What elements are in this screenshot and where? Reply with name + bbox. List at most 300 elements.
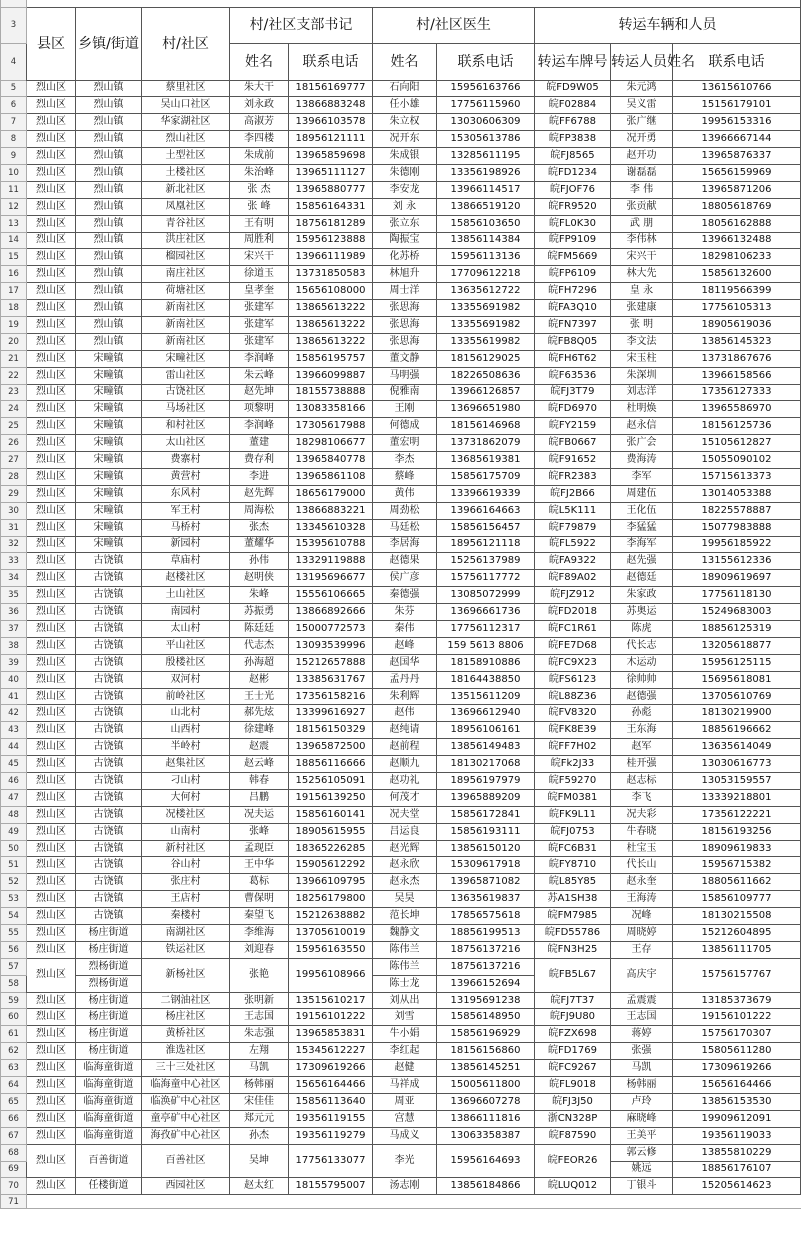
cell-town: 临海童街道 <box>76 1077 142 1094</box>
cell-staff-phone: 19156101222 <box>673 1009 801 1026</box>
cell-staff-phone: 18156125736 <box>673 418 801 435</box>
cell-doctor-name: 张思海 <box>373 300 437 317</box>
cell-staff-name: 李海军 <box>611 536 673 553</box>
table-row <box>1 148 801 165</box>
cell-village: 烈山社区 <box>142 131 230 148</box>
cell-secretary-phone: 18156169777 <box>289 80 373 97</box>
cell-secretary-phone: 18956121111 <box>289 131 373 148</box>
cell-secretary-phone: 17756133077 <box>289 1144 373 1178</box>
cell-village: 黄营村 <box>142 468 230 485</box>
cell-secretary-name: 赵太红 <box>230 1178 289 1195</box>
cell-plate: 皖F79879 <box>535 519 611 536</box>
cell-plate: 皖FJ8565 <box>535 148 611 165</box>
cell-doctor-phone: 13085072999 <box>437 587 535 604</box>
row-number: 6 <box>1 97 27 114</box>
cell-staff-name: 赵开功 <box>611 148 673 165</box>
cell-secretary-name: 吕鹏 <box>230 789 289 806</box>
row-number: 47 <box>1 789 27 806</box>
cell-village: 新北社区 <box>142 181 230 198</box>
cell-county: 烈山区 <box>27 840 76 857</box>
cell-plate: 皖FJZ912 <box>535 587 611 604</box>
cell-county: 烈山区 <box>27 148 76 165</box>
cell-secretary-name: 董耀华 <box>230 536 289 553</box>
cell-village: 谷山村 <box>142 857 230 874</box>
cell-secretary-phone: 18656179000 <box>289 485 373 502</box>
cell-staff-phone: 13855810229 <box>673 1144 801 1161</box>
cell-doctor-name: 李红起 <box>373 1043 437 1060</box>
cell-staff-phone: 18119566399 <box>673 283 801 300</box>
cell-doctor-name: 况开东 <box>373 131 437 148</box>
cell-county: 烈山区 <box>27 131 76 148</box>
cell-doctor-phone: 13030606309 <box>437 114 535 131</box>
cell-county: 烈山区 <box>27 198 76 215</box>
row-number: 42 <box>1 705 27 722</box>
cell-doctor-name: 赵德果 <box>373 553 437 570</box>
cell-doctor-name: 石向阳 <box>373 80 437 97</box>
cell-staff-phone: 15805611280 <box>673 1043 801 1060</box>
header-plate: 转运车牌号 <box>535 43 611 80</box>
cell-staff-phone: 18056162888 <box>673 215 801 232</box>
cell-doctor-phone: 13685619381 <box>437 452 535 469</box>
cell-secretary-name: 皇孝奎 <box>230 283 289 300</box>
cell-secretary-phone: 15656164466 <box>289 1077 373 1094</box>
cell-plate: 皖FM5669 <box>535 249 611 266</box>
cell-staff-name: 宋兴干 <box>611 249 673 266</box>
cell-plate: 皖FJ2B66 <box>535 485 611 502</box>
cell-town: 宋疃镇 <box>76 350 142 367</box>
table-row <box>1 1093 801 1110</box>
cell-secretary-phone: 13965859698 <box>289 148 373 165</box>
row-number: 5 <box>1 80 27 97</box>
row-number: 34 <box>1 570 27 587</box>
cell-secretary-name: 宋佳佳 <box>230 1093 289 1110</box>
cell-county: 烈山区 <box>27 333 76 350</box>
cell-staff-phone: 17756118130 <box>673 587 801 604</box>
cell-plate: 皖FL0K30 <box>535 215 611 232</box>
cell-staff-phone: 15656159969 <box>673 164 801 181</box>
cell-plate: 皖F02884 <box>535 97 611 114</box>
cell-village: 雷山社区 <box>142 367 230 384</box>
cell-secretary-name: 吴坤 <box>230 1144 289 1178</box>
cell-plate: 皖FD1234 <box>535 164 611 181</box>
cell-staff-name: 武 朋 <box>611 215 673 232</box>
cell-secretary-name: 张建军 <box>230 316 289 333</box>
cell-secretary-phone: 13731850583 <box>289 266 373 283</box>
cell-village: 王店村 <box>142 891 230 908</box>
row-number: 54 <box>1 908 27 925</box>
cell-town: 古饶镇 <box>76 823 142 840</box>
cell-staff-phone: 13053159557 <box>673 773 801 790</box>
table-row <box>1 485 801 502</box>
cell-staff-phone: 18130215508 <box>673 908 801 925</box>
cell-secretary-name: 李四楼 <box>230 131 289 148</box>
cell-county: 烈山区 <box>27 705 76 722</box>
cell-doctor-phone: 13966152694 <box>437 975 535 992</box>
cell-village: 宋疃社区 <box>142 350 230 367</box>
cell-plate: 皖FJ0753 <box>535 823 611 840</box>
cell-county: 烈山区 <box>27 1093 76 1110</box>
cell-secretary-name: 苏振勇 <box>230 604 289 621</box>
cell-plate: 皖FR9520 <box>535 198 611 215</box>
cell-doctor-name: 马廷松 <box>373 519 437 536</box>
cell-secretary-name: 马凯 <box>230 1060 289 1077</box>
cell-doctor-phone: 13966126857 <box>437 384 535 401</box>
cell-village: 马场社区 <box>142 401 230 418</box>
cell-plate: 皖L5K111 <box>535 502 611 519</box>
cell-secretary-name: 张建军 <box>230 300 289 317</box>
cell-doctor-name: 林旭升 <box>373 266 437 283</box>
cell-doctor-name: 魏静文 <box>373 925 437 942</box>
row-number: 51 <box>1 857 27 874</box>
cell-village: 淮选社区 <box>142 1043 230 1060</box>
cell-doctor-phone: 13856150120 <box>437 840 535 857</box>
header-secretary-name: 姓名 <box>230 43 289 80</box>
header-staff-phone: 联系电话 <box>673 43 801 80</box>
table-row <box>1 756 801 773</box>
cell-doctor-phone: 13635612722 <box>437 283 535 300</box>
cell-doctor-phone: 17856575618 <box>437 908 535 925</box>
cell-doctor-phone: 18956197979 <box>437 773 535 790</box>
cell-secretary-phone: 13083358166 <box>289 401 373 418</box>
cell-plate: 皖FC6B31 <box>535 840 611 857</box>
cell-county: 烈山区 <box>27 1127 76 1144</box>
cell-plate: 皖FZX698 <box>535 1026 611 1043</box>
cell-secretary-phone: 13093539996 <box>289 637 373 654</box>
cell-staff-phone: 15077983888 <box>673 519 801 536</box>
cell-doctor-phone: 15856148950 <box>437 1009 535 1026</box>
cell-staff-name: 牛春晓 <box>611 823 673 840</box>
cell-county: 烈山区 <box>27 1043 76 1060</box>
cell-staff-phone: 15856132600 <box>673 266 801 283</box>
cell-staff-name: 陈虎 <box>611 621 673 638</box>
cell-town: 烈山镇 <box>76 198 142 215</box>
cell-doctor-name: 赵国华 <box>373 654 437 671</box>
cell-doctor-phone: 15956163766 <box>437 80 535 97</box>
cell-doctor-name: 何茂才 <box>373 789 437 806</box>
cell-village: 秦楼村 <box>142 908 230 925</box>
cell-secretary-phone: 18298106677 <box>289 435 373 452</box>
cell-doctor-phone: 13355691982 <box>437 300 535 317</box>
cell-staff-phone: 18225578887 <box>673 502 801 519</box>
cell-doctor-phone: 159 5613 8806 <box>437 637 535 654</box>
table-row <box>1 1077 801 1094</box>
cell-village: 百善社区 <box>142 1144 230 1178</box>
cell-plate: 皖FV8320 <box>535 705 611 722</box>
cell-staff-name: 李文法 <box>611 333 673 350</box>
cell-secretary-phone: 13966109795 <box>289 874 373 891</box>
cell-village: 榴园社区 <box>142 249 230 266</box>
cell-secretary-phone: 18365226285 <box>289 840 373 857</box>
cell-plate: 皖FM0381 <box>535 789 611 806</box>
cell-staff-phone: 18130219900 <box>673 705 801 722</box>
cell-secretary-phone: 18256179800 <box>289 891 373 908</box>
cell-secretary-phone: 13705610019 <box>289 925 373 942</box>
cell-town: 宋疃镇 <box>76 468 142 485</box>
cell-village: 吴山口社区 <box>142 97 230 114</box>
cell-town: 杨庄街道 <box>76 1026 142 1043</box>
cell-secretary-name: 赵明侠 <box>230 570 289 587</box>
cell-plate: 皖FY2159 <box>535 418 611 435</box>
cell-staff-name: 马凯 <box>611 1060 673 1077</box>
cell-county: 烈山区 <box>27 519 76 536</box>
header-doctor-group: 村/社区医生 <box>373 7 535 43</box>
cell-staff-name: 况夫彩 <box>611 806 673 823</box>
cell-doctor-phone: 15956164693 <box>437 1144 535 1178</box>
table-row <box>1 722 801 739</box>
cell-plate: 皖FEOR26 <box>535 1144 611 1178</box>
row-number: 3 <box>1 7 27 43</box>
cell-doctor-phone: 17756112317 <box>437 621 535 638</box>
cell-secretary-phone: 15656108000 <box>289 283 373 300</box>
cell-secretary-name: 赵云峰 <box>230 756 289 773</box>
cell-staff-phone: 19956153316 <box>673 114 801 131</box>
cell-staff-name: 代长山 <box>611 857 673 874</box>
row-number: 56 <box>1 941 27 958</box>
cell-doctor-phone: 13355691982 <box>437 316 535 333</box>
cell-doctor-phone: 13355619982 <box>437 333 535 350</box>
row-number: 26 <box>1 435 27 452</box>
cell-town: 宋疃镇 <box>76 485 142 502</box>
row-number: 18 <box>1 300 27 317</box>
cell-staff-phone: 13615610766 <box>673 80 801 97</box>
cell-county: 烈山区 <box>27 401 76 418</box>
row-number: 32 <box>1 536 27 553</box>
cell-village: 前岭社区 <box>142 688 230 705</box>
cell-staff-name: 木运动 <box>611 654 673 671</box>
cell-doctor-phone: 18756137216 <box>437 958 535 975</box>
header-transport-group: 转运车辆和人员 <box>535 7 801 43</box>
cell-town: 杨庄街道 <box>76 925 142 942</box>
row-number: 31 <box>1 519 27 536</box>
cell-county: 烈山区 <box>27 587 76 604</box>
cell-doctor-name: 吴昊 <box>373 891 437 908</box>
cell-staff-name: 赵永奎 <box>611 874 673 891</box>
table-row <box>1 384 801 401</box>
cell-doctor-name: 秦德强 <box>373 587 437 604</box>
cell-secretary-name: 曹保明 <box>230 891 289 908</box>
cell-staff-name: 刘志洋 <box>611 384 673 401</box>
table-row <box>1 604 801 621</box>
row-number: 24 <box>1 401 27 418</box>
cell-doctor-name: 孟丹丹 <box>373 671 437 688</box>
cell-secretary-phone: 13399616927 <box>289 705 373 722</box>
cell-doctor-phone: 15956113136 <box>437 249 535 266</box>
cell-doctor-name: 赵健 <box>373 1060 437 1077</box>
cell-county: 烈山区 <box>27 1026 76 1043</box>
cell-staff-name: 朱家政 <box>611 587 673 604</box>
cell-staff-name: 丁银斗 <box>611 1178 673 1195</box>
cell-town: 古饶镇 <box>76 840 142 857</box>
cell-doctor-name: 陈伟兰 <box>373 958 437 975</box>
cell-staff-phone: 15156179101 <box>673 97 801 114</box>
cell-doctor-phone: 15309617918 <box>437 857 535 874</box>
row-number: 17 <box>1 283 27 300</box>
cell-secretary-name: 张杰 <box>230 519 289 536</box>
cell-plate: 皖FD9W05 <box>535 80 611 97</box>
cell-plate: 皖FD1769 <box>535 1043 611 1060</box>
cell-town: 临海童街道 <box>76 1110 142 1127</box>
table-row <box>1 97 801 114</box>
cell-staff-phone: 18805618769 <box>673 198 801 215</box>
cell-village: 三十三处社区 <box>142 1060 230 1077</box>
cell-doctor-name: 张思海 <box>373 316 437 333</box>
cell-secretary-name: 李润峰 <box>230 350 289 367</box>
table-row <box>1 773 801 790</box>
cell-secretary-name: 项黎明 <box>230 401 289 418</box>
cell-secretary-name: 费存利 <box>230 452 289 469</box>
table-row <box>1 316 801 333</box>
row-number: 40 <box>1 671 27 688</box>
cell-doctor-phone: 13515611209 <box>437 688 535 705</box>
cell-staff-phone: 15956125115 <box>673 654 801 671</box>
row-number: 65 <box>1 1093 27 1110</box>
table-row <box>1 671 801 688</box>
row-number: 55 <box>1 925 27 942</box>
cell-village: 半岭村 <box>142 739 230 756</box>
table-row <box>1 654 801 671</box>
cell-doctor-name: 赵顺九 <box>373 756 437 773</box>
cell-village: 新南社区 <box>142 316 230 333</box>
cell-plate: 皖FR2383 <box>535 468 611 485</box>
row-number: 50 <box>1 840 27 857</box>
cell-doctor-phone: 15256137989 <box>437 553 535 570</box>
cell-doctor-phone: 13696661736 <box>437 604 535 621</box>
cell-doctor-phone: 13856145251 <box>437 1060 535 1077</box>
cell-staff-name: 王化伍 <box>611 502 673 519</box>
cell-town: 古饶镇 <box>76 587 142 604</box>
cell-secretary-name: 张 峰 <box>230 198 289 215</box>
cell-village: 童亭矿中心社区 <box>142 1110 230 1127</box>
cell-secretary-name: 周胜利 <box>230 232 289 249</box>
cell-village: 双河村 <box>142 671 230 688</box>
cell-plate: 皖F59270 <box>535 773 611 790</box>
cell-village: 山南村 <box>142 823 230 840</box>
row-number: 23 <box>1 384 27 401</box>
cell-secretary-phone: 13965872500 <box>289 739 373 756</box>
cell-doctor-name: 刘 永 <box>373 198 437 215</box>
cell-town: 烈山镇 <box>76 215 142 232</box>
cell-doctor-name: 赵光辉 <box>373 840 437 857</box>
row-number: 41 <box>1 688 27 705</box>
cell-staff-name: 费海涛 <box>611 452 673 469</box>
cell-village: 华家湖社区 <box>142 114 230 131</box>
cell-doctor-phone: 15856172841 <box>437 806 535 823</box>
cell-town: 杨庄街道 <box>76 992 142 1009</box>
cell-plate: 皖FF6788 <box>535 114 611 131</box>
cell-village: 杨庄社区 <box>142 1009 230 1026</box>
cell-secretary-name: 朱志强 <box>230 1026 289 1043</box>
cell-staff-phone: 17356122221 <box>673 806 801 823</box>
table-row <box>1 874 801 891</box>
cell-town: 烈山镇 <box>76 333 142 350</box>
cell-staff-phone: 13185373679 <box>673 992 801 1009</box>
cell-secretary-phone: 17309619266 <box>289 1060 373 1077</box>
cell-village: 铁运社区 <box>142 941 230 958</box>
cell-town: 临海童街道 <box>76 1127 142 1144</box>
cell-staff-name: 赵军 <box>611 739 673 756</box>
cell-secretary-phone: 13965880777 <box>289 181 373 198</box>
cell-town: 宋疃镇 <box>76 418 142 435</box>
cell-town: 临海童街道 <box>76 1093 142 1110</box>
cell-staff-name: 皇 永 <box>611 283 673 300</box>
table-row <box>1 401 801 418</box>
cell-secretary-name: 王中华 <box>230 857 289 874</box>
table-row <box>1 806 801 823</box>
cell-town: 宋疃镇 <box>76 384 142 401</box>
cell-village: 军王村 <box>142 502 230 519</box>
cell-doctor-name: 张立东 <box>373 215 437 232</box>
header-doctor-phone: 联系电话 <box>437 43 535 80</box>
cell-village: 海孜矿中心社区 <box>142 1127 230 1144</box>
cell-village: 南湖社区 <box>142 925 230 942</box>
cell-village: 新南社区 <box>142 300 230 317</box>
row-number: 67 <box>1 1127 27 1144</box>
row-number: 44 <box>1 739 27 756</box>
cell-plate: 皖FH7296 <box>535 283 611 300</box>
cell-doctor-name: 朱德刚 <box>373 164 437 181</box>
cell-doctor-phone: 15305613786 <box>437 131 535 148</box>
cell-secretary-phone: 15000772573 <box>289 621 373 638</box>
table-body <box>1 0 801 1209</box>
table-row <box>1 688 801 705</box>
cell-county: 烈山区 <box>27 1178 76 1195</box>
cell-secretary-name: 周海松 <box>230 502 289 519</box>
cell-doctor-name: 马成义 <box>373 1127 437 1144</box>
cell-staff-phone: 13635614049 <box>673 739 801 756</box>
cell-doctor-phone: 18156156860 <box>437 1043 535 1060</box>
cell-county: 烈山区 <box>27 232 76 249</box>
cell-town: 宋疃镇 <box>76 401 142 418</box>
cell-village: 草庙村 <box>142 553 230 570</box>
table-row <box>1 1043 801 1060</box>
cell-secretary-phone: 13965840778 <box>289 452 373 469</box>
table-row <box>1 891 801 908</box>
cell-plate: 苏A1SH38 <box>535 891 611 908</box>
cell-village: 山北村 <box>142 705 230 722</box>
cell-doctor-phone: 13965889209 <box>437 789 535 806</box>
cell-plate: 皖FB0667 <box>535 435 611 452</box>
cell-secretary-phone: 13345610328 <box>289 519 373 536</box>
cell-town: 古饶镇 <box>76 806 142 823</box>
cell-secretary-name: 况夫运 <box>230 806 289 823</box>
cell-staff-name: 王海涛 <box>611 891 673 908</box>
cell-town: 古饶镇 <box>76 654 142 671</box>
table-row <box>1 249 801 266</box>
cell-secretary-name: 宋兴干 <box>230 249 289 266</box>
cell-village: 赵楼社区 <box>142 570 230 587</box>
cell-secretary-name: 朱大干 <box>230 80 289 97</box>
row-number: 71 <box>1 1195 27 1209</box>
table-row <box>1 925 801 942</box>
cell-town: 烈山镇 <box>76 181 142 198</box>
cell-town: 临海童街道 <box>76 1060 142 1077</box>
cell-doctor-phone: 13965871082 <box>437 874 535 891</box>
row-number: 22 <box>1 367 27 384</box>
cell-staff-name: 赵永信 <box>611 418 673 435</box>
row-number: 70 <box>1 1178 27 1195</box>
row-number: 36 <box>1 604 27 621</box>
cell-doctor-phone: 13856114384 <box>437 232 535 249</box>
table-row <box>1 553 801 570</box>
cell-plate: 皖FA3Q10 <box>535 300 611 317</box>
row-number: 27 <box>1 452 27 469</box>
cell-town: 古饶镇 <box>76 570 142 587</box>
cell-town: 烈山镇 <box>76 114 142 131</box>
cell-town: 宋疃镇 <box>76 536 142 553</box>
cell-doctor-name: 朱成银 <box>373 148 437 165</box>
cell-secretary-phone: 15395610788 <box>289 536 373 553</box>
table-row <box>1 1060 801 1077</box>
